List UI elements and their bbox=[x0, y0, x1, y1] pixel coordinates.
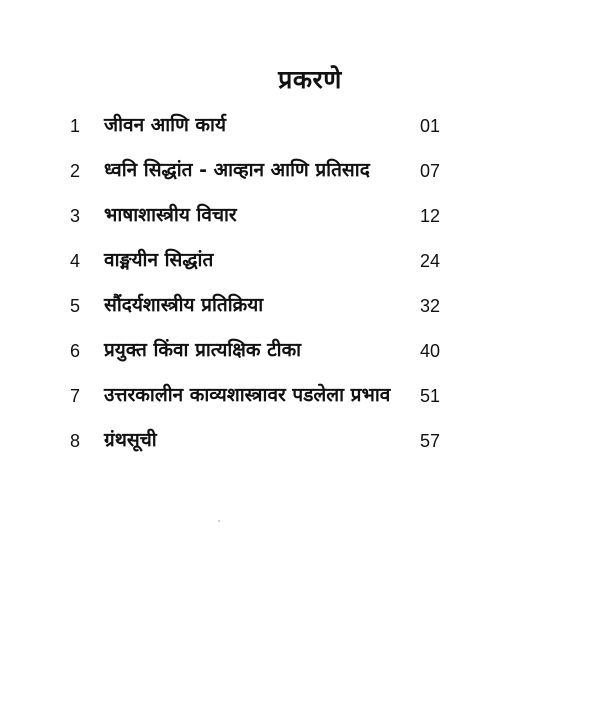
chapter-number: 7 bbox=[70, 386, 81, 406]
chapter-number: 3 bbox=[70, 206, 81, 226]
chapter-number: 2 bbox=[70, 161, 81, 181]
chapter-page-number: 07 bbox=[419, 161, 440, 181]
chapter-page-number: 24 bbox=[419, 251, 440, 271]
chapter-page-number: 40 bbox=[419, 341, 440, 361]
toc-row bbox=[0, 378, 600, 412]
chapter-title: वाङ्मयीन सिद्धांत bbox=[104, 249, 214, 271]
chapter-number: 8 bbox=[70, 431, 81, 451]
toc-row bbox=[0, 153, 600, 187]
page-title: प्रकरणे bbox=[278, 65, 342, 94]
chapter-title: भाषाशास्त्रीय विचार bbox=[104, 204, 237, 226]
toc-row bbox=[0, 288, 600, 322]
toc-row bbox=[0, 198, 600, 232]
chapter-title: सौंदर्यशास्त्रीय प्रतिक्रिया bbox=[104, 294, 264, 316]
chapter-title: जीवन आणि कार्य bbox=[104, 114, 226, 136]
chapter-number: 6 bbox=[70, 341, 81, 361]
chapter-title: उत्तरकालीन काव्यशास्त्रावर पडलेला प्रभाव bbox=[104, 384, 391, 406]
chapter-number: 1 bbox=[70, 116, 81, 136]
toc-row bbox=[0, 423, 600, 457]
chapter-title: ध्वनि सिद्धांत - आव्हान आणि प्रतिसाद bbox=[104, 159, 370, 181]
chapter-title: प्रयुक्त किंवा प्रात्यक्षिक टीका bbox=[104, 339, 302, 361]
chapter-number: 5 bbox=[70, 296, 81, 316]
scan-speck bbox=[218, 520, 220, 522]
toc-row bbox=[0, 333, 600, 367]
chapter-page-number: 12 bbox=[419, 206, 440, 226]
chapter-page-number: 51 bbox=[419, 386, 440, 406]
chapter-number: 4 bbox=[70, 251, 81, 271]
toc-row bbox=[0, 108, 600, 142]
chapter-page-number: 32 bbox=[419, 296, 440, 316]
chapter-page-number: 01 bbox=[419, 116, 440, 136]
chapter-page-number: 57 bbox=[419, 431, 440, 451]
chapter-title: ग्रंथसूची bbox=[104, 429, 157, 451]
toc-row bbox=[0, 243, 600, 277]
